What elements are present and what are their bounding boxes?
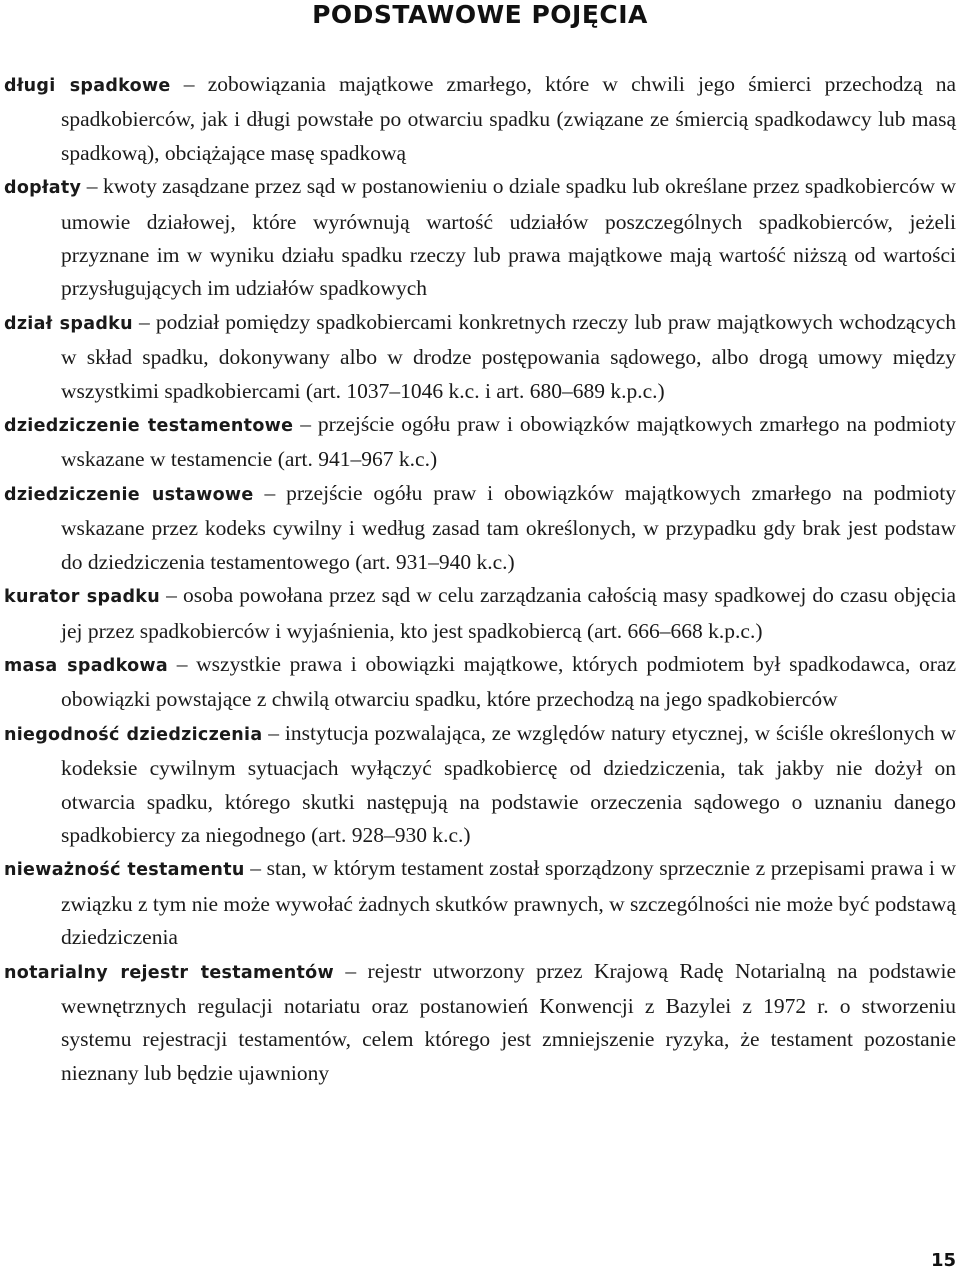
glossary-term: kurator spadku <box>4 587 160 608</box>
page-title: PODSTAWOWE POJĘCIA <box>312 0 648 29</box>
glossary-definition: instytucja pozwalająca, ze względów natury etycznej, w ściśle określonych w kodeksie cywilnym sytuacjach wyłączyć spadkobiercę od dziedziczenia, tak jakby nie dożył on otwarcia spadku, którego skutki następują na podstawie orzeczenia sądowego o uznaniu danego spadkobiercy za niegodnego (art. 928–930 k.c.) <box>61 720 957 847</box>
glossary-definition: przejście ogółu praw i obowiązków majątkowych zmarłego na podmioty wskazane w testamencie (art. 941–967 k.c.) <box>61 412 957 472</box>
term-dash: – <box>86 174 98 199</box>
term-dash: – <box>176 651 188 676</box>
glossary-entry <box>4 477 956 579</box>
glossary-definition: kwoty zasądzane przez sąd w postanowieniu o dziale spadku lub określane przez spadkobierców w umowie działowej, które wyrównują wartość udziałów poszczególnych spadkobierców, jeżeli przyznane im w wyniku działu spadku rzeczy lub prawa majątkowe mają wartość niższą od wartości przysługujących im udziałów spadkowych <box>61 174 957 301</box>
glossary-term: notarialny rejestr testamentów <box>4 962 334 983</box>
glossary-term: długi spadkowe <box>4 76 171 96</box>
glossary-definition: rejestr utworzony przez Krajową Radę Notarialną na podstawie wewnętrznych regulacji notariatu oraz postanowień Konwencji z Bazylei z 1972 r. o stworzeniu systemu rejestracji testamentów, celem którego jest zmniejszenie ryzyka, że testament pozostanie nieznany lub będzie ujawniony <box>61 958 957 1085</box>
glossary-definition: stan, w którym testament został sporządzony sprzecznie z przepisami prawa i w związku z tym nie może wywołać żadnych skutków prawnych, w szczególności nie może być podstawą dziedziczenia <box>61 856 957 950</box>
glossary-entry <box>4 717 956 853</box>
glossary-definition: zobowiązania majątkowe zmarłego, które w chwili jego śmierci przechodzą na spadkobierców, jak i długi powstałe po otwarciu spadku (związane ze śmiercią spadkodawcy lub masą spadkową), obciążające masę spadkową <box>61 72 957 165</box>
term-dash: – <box>264 480 276 505</box>
glossary-entry <box>4 306 956 408</box>
glossary-term: dział spadku <box>4 313 133 334</box>
glossary-entry <box>4 648 956 717</box>
glossary-definition: przejście ogółu praw i obowiązków majątkowych zmarłego na podmioty wskazane przez kodeks cywilny i według zasad tam określonych, w przypadku gdy brak jest podstaw do dziedziczenia testamentowego (art. 931–940 k.c.) <box>61 480 957 574</box>
glossary-entry <box>4 852 956 954</box>
glossary-entry <box>4 579 956 648</box>
glossary-entry <box>4 68 956 170</box>
page-number: 15 <box>930 1250 956 1271</box>
term-dash: – <box>268 720 280 745</box>
glossary-term: nieważność testamentu <box>4 860 245 881</box>
glossary-term: dziedziczenie ustawowe <box>4 484 254 505</box>
term-dash: – <box>166 583 177 608</box>
glossary-definition: podział pomiędzy spadkobiercami konkretnych rzeczy lub praw majątkowych wchodzących w skład spadku, dokonywany albo w drodze postępowania sądowego, albo drogą umowy między wszystkimi spadkobiercami (art. 1037–1046 k.c. i art. 680–689 k.p.c.) <box>61 309 957 403</box>
term-dash: – <box>300 412 311 437</box>
glossary-entry <box>4 408 956 477</box>
glossary-entry <box>4 955 956 1091</box>
term-dash: – <box>183 72 195 96</box>
glossary-definition: osoba powołana przez sąd w celu zarządzania całością masy spadkowej do czasu objęcia jej przez spadkobierców i wyjaśnienia, kto jest spadkobiercą (art. 666–668 k.p.c.) <box>61 583 956 643</box>
glossary-term: niegodność dziedziczenia <box>4 724 263 745</box>
glossary-term: dziedziczenie testamentowe <box>4 416 294 437</box>
glossary-term: masa spadkowa <box>4 655 169 676</box>
glossary-list <box>4 68 956 1090</box>
glossary-definition: wszystkie prawa i obowiązki majątkowe, których podmiotem był spadkodawca, oraz obowiązki powstające z chwilą otwarciu spadku, które przechodzą na jego spadkobierców <box>61 651 957 712</box>
term-dash: – <box>139 309 150 334</box>
term-dash: – <box>250 856 262 881</box>
glossary-entry <box>4 170 956 306</box>
glossary-term: dopłaty <box>4 178 82 199</box>
term-dash: – <box>345 958 357 983</box>
